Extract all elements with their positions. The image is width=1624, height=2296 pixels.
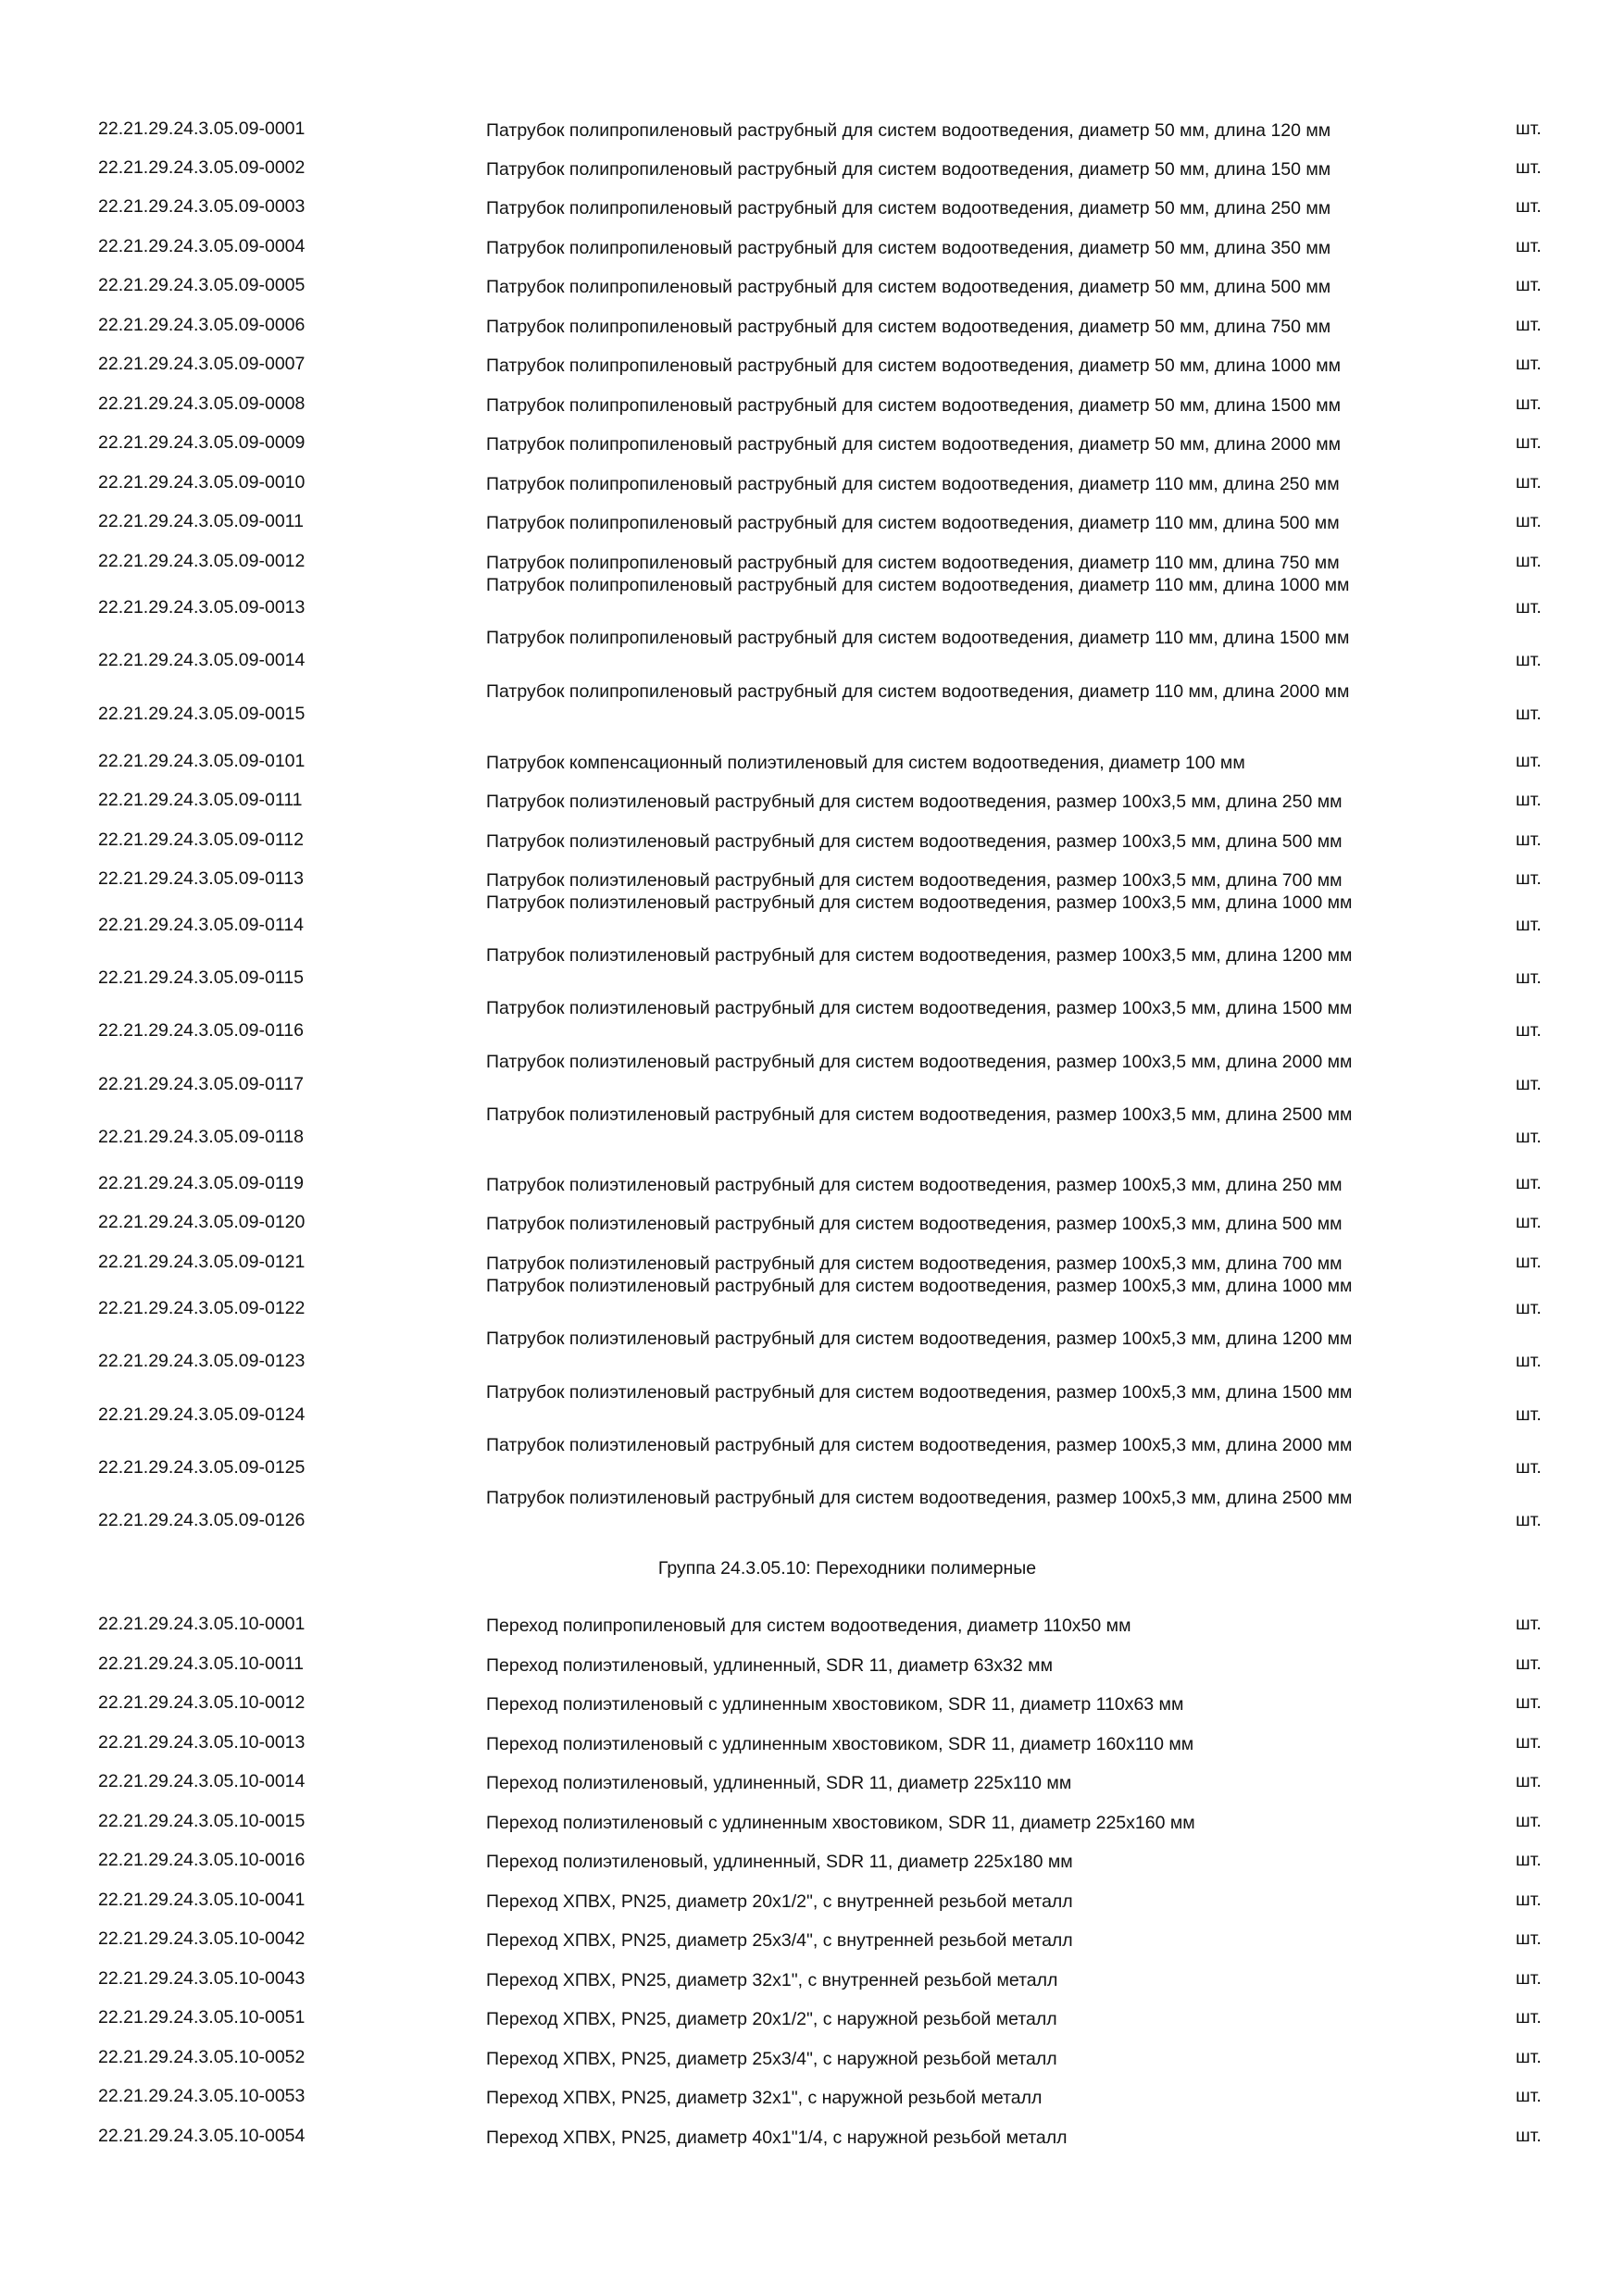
item-code: 22.21.29.24.3.05.09-0008: [98, 393, 306, 414]
item-unit: шт.: [1516, 1771, 1542, 1791]
item-code: 22.21.29.24.3.05.09-0121: [98, 1252, 306, 1272]
item-description: Патрубок полиэтиленовый раструбный для систем водоотведения, размер 100х5,3 мм, длина 500 мм: [486, 1214, 1343, 1234]
item-code: 22.21.29.24.3.05.10-0052: [98, 2047, 306, 2067]
item-unit: шт.: [1516, 1351, 1542, 1371]
item-unit: шт.: [1516, 1298, 1542, 1318]
item-description: Переход полиэтиленовый, удлиненный, SDR 11, диаметр 225х180 мм: [486, 1852, 1073, 1872]
item-code: 22.21.29.24.3.05.09-0010: [98, 472, 306, 493]
item-description: Переход полиэтиленовый, удлиненный, SDR 11, диаметр 63х32 мм: [486, 1655, 1053, 1676]
item-description: Переход ХПВХ, PN25, диаметр 32х1", с наружной резьбой металл: [486, 2088, 1043, 2108]
item-unit: шт.: [1516, 275, 1542, 295]
item-unit: шт.: [1516, 1457, 1542, 1478]
item-description: Переход полиэтиленовый с удлиненным хвостовиком, SDR 11, диаметр 160х110 мм: [486, 1734, 1194, 1754]
item-code: 22.21.29.24.3.05.09-0125: [98, 1457, 306, 1478]
item-code: 22.21.29.24.3.05.09-0006: [98, 315, 306, 335]
item-unit: шт.: [1516, 790, 1542, 810]
item-unit: шт.: [1516, 1510, 1542, 1530]
item-code: 22.21.29.24.3.05.09-0113: [98, 868, 304, 889]
item-unit: шт.: [1516, 551, 1542, 571]
item-unit: шт.: [1516, 1811, 1542, 1831]
item-description: Патрубок полиэтиленовый раструбный для систем водоотведения, размер 100х3,5 мм, длина 500 мм: [486, 831, 1343, 852]
item-unit: шт.: [1516, 868, 1542, 889]
item-description: Патрубок полиэтиленовый раструбный для систем водоотведения, размер 100х5,3 мм, длина 1000 мм: [486, 1276, 1353, 1296]
item-description: Патрубок полиэтиленовый раструбный для систем водоотведения, размер 100х5,3 мм, длина 1200 мм: [486, 1329, 1353, 1349]
item-description: Патрубок полипропиленовый раструбный для систем водоотведения, диаметр 110 мм, длина 250 мм: [486, 474, 1340, 494]
item-unit: шт.: [1516, 597, 1542, 618]
item-description: Переход полиэтиленовый, удлиненный, SDR 11, диаметр 225х110 мм: [486, 1773, 1072, 1793]
item-unit: шт.: [1516, 236, 1542, 256]
item-code: 22.21.29.24.3.05.09-0101: [98, 751, 306, 771]
item-unit: шт.: [1516, 354, 1542, 374]
item-description: Патрубок полиэтиленовый раструбный для систем водоотведения, размер 100х3,5 мм, длина 1000 мм: [486, 892, 1353, 913]
item-description: Патрубок полипропиленовый раструбный для систем водоотведения, диаметр 50 мм, длина 250 мм: [486, 198, 1331, 218]
item-code: 22.21.29.24.3.05.09-0112: [98, 830, 304, 850]
item-code: 22.21.29.24.3.05.09-0114: [98, 915, 304, 935]
item-code: 22.21.29.24.3.05.10-0041: [98, 1890, 306, 1910]
item-code: 22.21.29.24.3.05.10-0011: [98, 1653, 304, 1674]
item-unit: шт.: [1516, 1890, 1542, 1910]
item-description: Патрубок полиэтиленовый раструбный для систем водоотведения, размер 100х3,5 мм, длина 700 мм: [486, 870, 1343, 891]
item-description: Патрубок полиэтиленовый раструбный для систем водоотведения, размер 100х5,3 мм, длина 1500 мм: [486, 1382, 1353, 1403]
item-code: 22.21.29.24.3.05.09-0124: [98, 1404, 306, 1425]
item-code: 22.21.29.24.3.05.10-0014: [98, 1771, 306, 1791]
item-code: 22.21.29.24.3.05.10-0053: [98, 2086, 306, 2106]
item-unit: шт.: [1516, 1614, 1542, 1634]
item-code: 22.21.29.24.3.05.09-0126: [98, 1510, 306, 1530]
item-description: Патрубок полиэтиленовый раструбный для систем водоотведения, размер 100х3,5 мм, длина 1200 мм: [486, 945, 1353, 966]
item-description: Переход ХПВХ, PN25, диаметр 20х1/2", с внутренней резьбой металл: [486, 1891, 1073, 1912]
item-description: Патрубок полипропиленовый раструбный для систем водоотведения, диаметр 110 мм, длина 500 мм: [486, 513, 1340, 533]
item-unit: шт.: [1516, 315, 1542, 335]
item-code: 22.21.29.24.3.05.09-0122: [98, 1298, 306, 1318]
item-unit: шт.: [1516, 472, 1542, 493]
item-code: 22.21.29.24.3.05.10-0051: [98, 2007, 306, 2028]
group-title: Группа 24.3.05.10: Переходники полимерные: [657, 1558, 1037, 1578]
item-description: Переход полиэтиленовый с удлиненным хвостовиком, SDR 11, диаметр 225х160 мм: [486, 1813, 1195, 1833]
item-unit: шт.: [1516, 1173, 1542, 1193]
item-code: 22.21.29.24.3.05.09-0012: [98, 551, 306, 571]
item-description: Переход полипропиленовый для систем водоотведения, диаметр 110х50 мм: [486, 1616, 1131, 1636]
item-description: Патрубок полипропиленовый раструбный для систем водоотведения, диаметр 50 мм, длина 150 мм: [486, 159, 1331, 180]
item-unit: шт.: [1516, 157, 1542, 178]
item-unit: шт.: [1516, 967, 1542, 988]
item-unit: шт.: [1516, 1653, 1542, 1674]
item-description: Патрубок полипропиленовый раструбный для систем водоотведения, диаметр 50 мм, длина 120 мм: [486, 120, 1331, 141]
item-unit: шт.: [1516, 1692, 1542, 1713]
item-code: 22.21.29.24.3.05.09-0011: [98, 511, 304, 531]
item-unit: шт.: [1516, 830, 1542, 850]
item-description: Патрубок полиэтиленовый раструбный для систем водоотведения, размер 100х3,5 мм, длина 1500 мм: [486, 998, 1353, 1018]
item-unit: шт.: [1516, 1404, 1542, 1425]
item-unit: шт.: [1516, 1212, 1542, 1232]
item-description: Патрубок полипропиленовый раструбный для систем водоотведения, диаметр 50 мм, длина 1000 мм: [486, 356, 1342, 376]
item-unit: шт.: [1516, 1020, 1542, 1041]
item-unit: шт.: [1516, 1732, 1542, 1753]
item-description: Патрубок полиэтиленовый раструбный для систем водоотведения, размер 100х5,3 мм, длина 2000 мм: [486, 1435, 1353, 1455]
item-code: 22.21.29.24.3.05.09-0013: [98, 597, 306, 618]
item-unit: шт.: [1516, 2086, 1542, 2106]
item-unit: шт.: [1516, 511, 1542, 531]
item-code: 22.21.29.24.3.05.09-0015: [98, 704, 306, 724]
item-description: Патрубок полиэтиленовый раструбный для систем водоотведения, размер 100х3,5 мм, длина 2500 мм: [486, 1104, 1353, 1125]
item-unit: шт.: [1516, 432, 1542, 453]
item-code: 22.21.29.24.3.05.09-0005: [98, 275, 306, 295]
item-description: Переход полиэтиленовый с удлиненным хвостовиком, SDR 11, диаметр 110х63 мм: [486, 1694, 1184, 1715]
item-code: 22.21.29.24.3.05.09-0003: [98, 196, 306, 217]
item-description: Патрубок полипропиленовый раструбный для систем водоотведения, диаметр 50 мм, длина 500 мм: [486, 277, 1331, 297]
item-code: 22.21.29.24.3.05.09-0007: [98, 354, 306, 374]
item-unit: шт.: [1516, 2126, 1542, 2146]
item-description: Патрубок компенсационный полиэтиленовый для систем водоотведения, диаметр 100 мм: [486, 753, 1245, 773]
item-unit: шт.: [1516, 393, 1542, 414]
item-code: 22.21.29.24.3.05.09-0123: [98, 1351, 306, 1371]
item-unit: шт.: [1516, 751, 1542, 771]
item-unit: шт.: [1516, 1850, 1542, 1870]
item-code: 22.21.29.24.3.05.09-0119: [98, 1173, 304, 1193]
item-code: 22.21.29.24.3.05.09-0001: [98, 119, 306, 139]
item-description: Патрубок полиэтиленовый раструбный для систем водоотведения, размер 100х3,5 мм, длина 250 мм: [486, 792, 1343, 812]
item-description: Патрубок полипропиленовый раструбный для систем водоотведения, диаметр 110 мм, длина 2000 мм: [486, 681, 1350, 702]
item-code: 22.21.29.24.3.05.10-0001: [98, 1614, 306, 1634]
item-description: Патрубок полиэтиленовый раструбный для систем водоотведения, размер 100х5,3 мм, длина 2500 мм: [486, 1488, 1353, 1508]
item-code: 22.21.29.24.3.05.10-0015: [98, 1811, 306, 1831]
item-description: Патрубок полиэтиленовый раструбный для систем водоотведения, размер 100х5,3 мм, длина 250 мм: [486, 1175, 1343, 1195]
item-code: 22.21.29.24.3.05.09-0120: [98, 1212, 306, 1232]
item-description: Патрубок полипропиленовый раструбный для систем водоотведения, диаметр 50 мм, длина 1500 мм: [486, 395, 1342, 416]
item-description: Патрубок полипропиленовый раструбный для систем водоотведения, диаметр 110 мм, длина 1500 мм: [486, 628, 1350, 648]
item-code: 22.21.29.24.3.05.09-0111: [98, 790, 303, 810]
item-description: Переход ХПВХ, PN25, диаметр 25х3/4", с наружной резьбой металл: [486, 2049, 1057, 2069]
item-unit: шт.: [1516, 1074, 1542, 1094]
item-unit: шт.: [1516, 1127, 1542, 1147]
item-code: 22.21.29.24.3.05.10-0042: [98, 1928, 306, 1949]
item-code: 22.21.29.24.3.05.09-0118: [98, 1127, 304, 1147]
item-description: Патрубок полипропиленовый раструбный для систем водоотведения, диаметр 50 мм, длина 350 мм: [486, 238, 1331, 258]
item-description: Патрубок полипропиленовый раструбный для систем водоотведения, диаметр 110 мм, длина 750 мм: [486, 553, 1340, 573]
item-code: 22.21.29.24.3.05.09-0117: [98, 1074, 304, 1094]
item-description: Патрубок полипропиленовый раструбный для систем водоотведения, диаметр 110 мм, длина 1000 мм: [486, 575, 1350, 595]
item-description: Переход ХПВХ, PN25, диаметр 25х3/4", с внутренней резьбой металл: [486, 1930, 1073, 1951]
item-unit: шт.: [1516, 2047, 1542, 2067]
item-unit: шт.: [1516, 196, 1542, 217]
item-code: 22.21.29.24.3.05.09-0014: [98, 650, 306, 670]
item-description: Патрубок полиэтиленовый раструбный для систем водоотведения, размер 100х3,5 мм, длина 2000 мм: [486, 1052, 1353, 1072]
item-code: 22.21.29.24.3.05.10-0013: [98, 1732, 306, 1753]
item-description: Патрубок полипропиленовый раструбный для систем водоотведения, диаметр 50 мм, длина 750 мм: [486, 317, 1331, 337]
item-unit: шт.: [1516, 650, 1542, 670]
item-description: Переход ХПВХ, PN25, диаметр 40х1"1/4, с наружной резьбой металл: [486, 2128, 1068, 2148]
item-code: 22.21.29.24.3.05.09-0116: [98, 1020, 304, 1041]
item-code: 22.21.29.24.3.05.09-0002: [98, 157, 306, 178]
item-code: 22.21.29.24.3.05.10-0016: [98, 1850, 306, 1870]
item-unit: шт.: [1516, 1928, 1542, 1949]
item-unit: шт.: [1516, 1252, 1542, 1272]
item-code: 22.21.29.24.3.05.09-0009: [98, 432, 306, 453]
item-code: 22.21.29.24.3.05.09-0115: [98, 967, 304, 988]
item-description: Патрубок полиэтиленовый раструбный для систем водоотведения, размер 100х5,3 мм, длина 700 мм: [486, 1254, 1343, 1274]
item-unit: шт.: [1516, 1968, 1542, 1989]
item-code: 22.21.29.24.3.05.09-0004: [98, 236, 306, 256]
item-unit: шт.: [1516, 2007, 1542, 2028]
item-description: Патрубок полипропиленовый раструбный для систем водоотведения, диаметр 50 мм, длина 2000 мм: [486, 434, 1342, 455]
item-unit: шт.: [1516, 119, 1542, 139]
item-code: 22.21.29.24.3.05.10-0012: [98, 1692, 306, 1713]
item-unit: шт.: [1516, 915, 1542, 935]
item-code: 22.21.29.24.3.05.10-0054: [98, 2126, 306, 2146]
item-unit: шт.: [1516, 704, 1542, 724]
item-description: Переход ХПВХ, PN25, диаметр 20х1/2", с наружной резьбой металл: [486, 2009, 1057, 2029]
item-code: 22.21.29.24.3.05.10-0043: [98, 1968, 306, 1989]
item-description: Переход ХПВХ, PN25, диаметр 32х1", с внутренней резьбой металл: [486, 1970, 1058, 1990]
